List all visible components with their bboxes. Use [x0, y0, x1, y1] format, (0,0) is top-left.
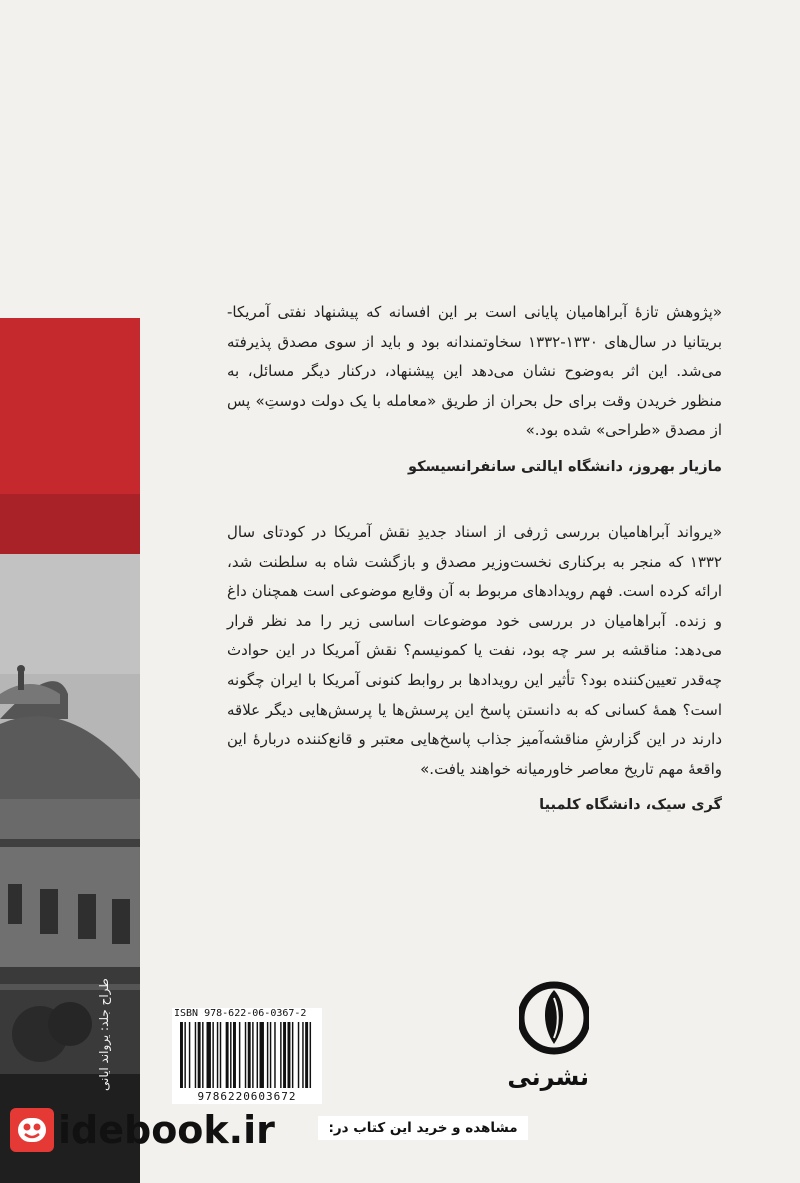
isbn-number: ISBN 978-622-06-0367-2 — [174, 1008, 307, 1019]
barcode-bar — [280, 1022, 281, 1088]
barcode-bar — [298, 1022, 299, 1088]
barcode-bar — [305, 1022, 308, 1088]
barcode-bar — [217, 1022, 218, 1088]
barcode-bar — [230, 1022, 231, 1088]
watermark-caption: مشاهده و خرید این کتاب در: — [318, 1116, 528, 1140]
quote-text: «پژوهش تازهٔ آبراهامیان پایانی است بر این افسانه که پیشنهاد نفتی آمریکا-بریتانیا در سال‌های ۱۳۳۰-۱۳۳۲ سخاوتمندانه بود و باید از سوی مصدق پذیرفته می‌شد. این اثر به‌وضوح نشان می‌دهد این پیشنهاد، درکنار دیگر مسائل، به منظور خریدن وقت برای حل بحران از طریق «معامله با یک دولت دوستِ» پس از مصدق «طراحی» شده بود.» — [227, 303, 722, 440]
barcode-bar — [274, 1022, 275, 1088]
barcode-bar — [212, 1022, 213, 1088]
barcode-bar — [270, 1022, 271, 1088]
isbn-barcode — [172, 1008, 322, 1104]
quote-author: مازیار بهروز، دانشگاه ایالتی سانفرانسیسکو — [407, 458, 722, 475]
barcode-bar — [257, 1022, 258, 1088]
barcode-bar — [198, 1022, 201, 1088]
barcode-bar — [252, 1022, 253, 1088]
barcode-bar — [302, 1022, 303, 1088]
barcode-bar — [189, 1022, 190, 1088]
endorsement-quote-2 — [227, 518, 722, 816]
barcode-bars — [180, 1022, 314, 1088]
barcode-bar — [245, 1022, 246, 1088]
dark-red-side-band — [0, 494, 140, 554]
red-side-band — [0, 318, 140, 494]
barcode-bar — [248, 1022, 251, 1088]
barcode-bar — [310, 1022, 311, 1088]
barcode-bar — [287, 1022, 290, 1088]
barcode-bar — [260, 1022, 264, 1088]
publisher-name: نشرنی — [507, 1063, 589, 1091]
barcode-digits: 9786220603672 — [197, 1090, 297, 1103]
barcode-bar — [220, 1022, 221, 1088]
barcode-bar — [226, 1022, 229, 1088]
barcode-bar — [195, 1022, 196, 1088]
quote-author: گری سیک، دانشگاه کلمبیا — [539, 797, 722, 814]
barcode-bar — [207, 1022, 211, 1088]
building-photo-strip — [0, 554, 140, 1183]
quote-text: «یرواند آبراهامیان بررسی ژرفی از اسناد جدیدِ نقش آمریکا در کودتای سال ۱۳۳۲ که منجر به برکناری نخست‌وزیر مصدق و بازگشت شاه به سلطنت شد، ارائه کرده است. فهم رویدادهای مربوط به آن وقایع موضوعی است همچنان داغ و زنده. آبراهامیان در بررسی خود موضوعات اساسی زیر را مد نظر قرار می‌دهد: مناقشه بر سر چه بود، نفت یا کمونیسم؟ نقش آمریکا در این حوادث چه‌قدر تعیین‌کننده بود؟ تأثیر این رویدادها بر روابط کنونی آمریکا با ایران چگونه است؟ همهٔ کسانی که به دانستن پاسخ این پرسش‌ها یا پرسش‌هایی دیگر علاقه دارند در این گزارشِ مناقشه‌آمیز جذاب پاسخ‌هایی معتبر و قانع‌کننده دربارهٔ این واقعهٔ مهم تاریخ معاصر خاورمیانه خواهند یافت.» — [227, 523, 722, 778]
barcode-bar — [202, 1022, 203, 1088]
book-face-icon — [10, 1108, 54, 1152]
endorsement-quote-1 — [227, 298, 722, 478]
watermark-site-name[interactable]: idebook.ir — [58, 1108, 275, 1152]
barcode-bar — [233, 1022, 236, 1088]
cover-designer-credit: طراح جلد: یرواند ایانی — [97, 978, 111, 1092]
barcode-bar — [283, 1022, 286, 1088]
barcode-bar — [267, 1022, 268, 1088]
barcode-bar — [184, 1022, 185, 1088]
barcode-bar — [239, 1022, 240, 1088]
barcode-bar — [180, 1022, 183, 1088]
barcode-bar — [292, 1022, 293, 1088]
